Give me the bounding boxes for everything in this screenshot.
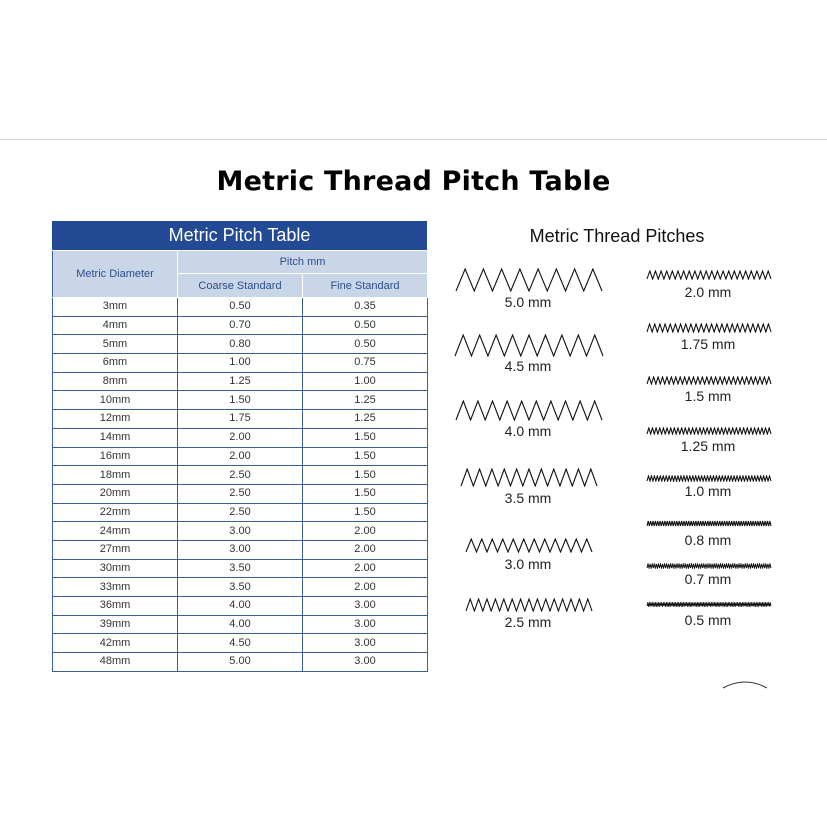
table-row [53, 447, 428, 466]
table-row [53, 316, 428, 335]
thread-pitch-label: 1.5 mm [684, 388, 732, 404]
cell-fine: 1.50 [303, 428, 428, 447]
cell-coarse: 2.00 [178, 428, 303, 447]
cell-fine: 1.50 [303, 466, 428, 485]
cell-coarse: 4.00 [178, 597, 303, 616]
header-pitch: Pitch mm [178, 251, 428, 274]
thread-sample-icon [646, 602, 772, 607]
cell-fine: 1.25 [303, 391, 428, 410]
table-row [53, 428, 428, 447]
partial-arc-decoration [722, 680, 768, 694]
cell-fine: 0.35 [303, 298, 428, 317]
thread-sample-icon [646, 323, 772, 333]
cell-fine: 2.00 [303, 540, 428, 559]
thread-sample-icon [646, 475, 772, 482]
cell-coarse: 4.00 [178, 615, 303, 634]
header-coarse-standard: Coarse Standard [178, 274, 303, 298]
cell-coarse: 3.50 [178, 578, 303, 597]
cell-coarse: 0.50 [178, 298, 303, 317]
table-row [53, 503, 428, 522]
cell-fine: 3.00 [303, 615, 428, 634]
top-divider [0, 139, 827, 140]
cell-diameter: 16mm [53, 447, 178, 466]
cell-coarse: 5.00 [178, 653, 303, 672]
cell-fine: 1.50 [303, 503, 428, 522]
table-row [53, 354, 428, 373]
cell-coarse: 2.50 [178, 484, 303, 503]
cell-diameter: 10mm [53, 391, 178, 410]
cell-fine: 0.50 [303, 316, 428, 335]
cell-fine: 2.00 [303, 559, 428, 578]
thread-sample-icon [646, 376, 772, 385]
cell-diameter: 48mm [53, 653, 178, 672]
thread-sample-icon [646, 563, 772, 569]
table-row [53, 391, 428, 410]
cell-diameter: 42mm [53, 634, 178, 653]
cell-fine: 1.00 [303, 372, 428, 391]
header-fine-standard: Fine Standard [303, 274, 428, 298]
cell-fine: 2.00 [303, 578, 428, 597]
table-row [53, 298, 428, 317]
table-row [53, 372, 428, 391]
cell-diameter: 36mm [53, 597, 178, 616]
thread-sample-icon [460, 468, 598, 487]
thread-pitch-label: 0.8 mm [684, 532, 732, 548]
pitches-title: Metric Thread Pitches [529, 226, 705, 246]
thread-sample-icon [465, 598, 593, 612]
thread-sample-icon [646, 427, 772, 435]
cell-fine: 3.00 [303, 634, 428, 653]
thread-pitch-label: 3.0 mm [504, 556, 552, 572]
cell-fine: 0.50 [303, 335, 428, 354]
table-row [53, 559, 428, 578]
thread-pitch-label: 2.5 mm [504, 614, 552, 630]
cell-coarse: 1.25 [178, 372, 303, 391]
thread-pitch-label: 2.0 mm [684, 284, 732, 300]
table-row [53, 597, 428, 616]
thread-sample-icon [646, 520, 772, 527]
cell-diameter: 30mm [53, 559, 178, 578]
cell-diameter: 8mm [53, 372, 178, 391]
cell-diameter: 5mm [53, 335, 178, 354]
thread-sample-icon [646, 270, 772, 280]
table-row [53, 540, 428, 559]
cell-diameter: 6mm [53, 354, 178, 373]
thread-pitch-label: 4.0 mm [504, 423, 552, 439]
cell-coarse: 2.50 [178, 503, 303, 522]
thread-sample-icon [455, 400, 603, 421]
cell-diameter: 24mm [53, 522, 178, 541]
cell-coarse: 1.75 [178, 410, 303, 429]
table-body [53, 298, 428, 672]
cell-fine: 1.50 [303, 447, 428, 466]
thread-sample-icon [455, 268, 603, 292]
header-metric-diameter: Metric Diameter [53, 251, 178, 298]
cell-fine: 1.50 [303, 484, 428, 503]
thread-pitch-label: 1.0 mm [684, 483, 732, 499]
table-row [53, 634, 428, 653]
cell-fine: 1.25 [303, 410, 428, 429]
table-title: Metric Pitch Table [52, 221, 427, 250]
cell-diameter: 18mm [53, 466, 178, 485]
cell-fine: 0.75 [303, 354, 428, 373]
table-row [53, 466, 428, 485]
cell-coarse: 0.70 [178, 316, 303, 335]
thread-pitch-label: 0.5 mm [684, 612, 732, 628]
thread-pitch-label: 0.7 mm [684, 571, 732, 587]
cell-diameter: 12mm [53, 410, 178, 429]
table-row [53, 484, 428, 503]
table-row [53, 615, 428, 634]
cell-fine: 2.00 [303, 522, 428, 541]
cell-coarse: 3.00 [178, 540, 303, 559]
cell-diameter: 3mm [53, 298, 178, 317]
thread-sample-icon [454, 334, 604, 357]
cell-coarse: 4.50 [178, 634, 303, 653]
cell-coarse: 1.50 [178, 391, 303, 410]
cell-coarse: 1.00 [178, 354, 303, 373]
cell-coarse: 3.00 [178, 522, 303, 541]
cell-diameter: 27mm [53, 540, 178, 559]
cell-coarse: 0.80 [178, 335, 303, 354]
cell-diameter: 4mm [53, 316, 178, 335]
thread-pitch-label: 1.75 mm [680, 336, 736, 352]
thread-pitch-label: 4.5 mm [504, 358, 552, 374]
cell-coarse: 2.50 [178, 466, 303, 485]
cell-coarse: 3.50 [178, 559, 303, 578]
cell-diameter: 20mm [53, 484, 178, 503]
thread-sample-icon [465, 538, 593, 553]
cell-diameter: 22mm [53, 503, 178, 522]
cell-diameter: 33mm [53, 578, 178, 597]
thread-pitch-label: 3.5 mm [504, 490, 552, 506]
pitch-table-grid [52, 250, 428, 672]
table-row [53, 578, 428, 597]
table-row [53, 335, 428, 354]
thread-pitch-label: 5.0 mm [504, 294, 552, 310]
table-row [53, 522, 428, 541]
thread-pitch-label: 1.25 mm [680, 438, 736, 454]
table-row [53, 653, 428, 672]
cell-diameter: 14mm [53, 428, 178, 447]
cell-fine: 3.00 [303, 653, 428, 672]
thread-pitches-panel [445, 222, 785, 692]
cell-diameter: 39mm [53, 615, 178, 634]
cell-coarse: 2.00 [178, 447, 303, 466]
table-row [53, 410, 428, 429]
page-title: Metric Thread Pitch Table [216, 166, 611, 197]
cell-fine: 3.00 [303, 597, 428, 616]
metric-pitch-table [52, 221, 427, 672]
